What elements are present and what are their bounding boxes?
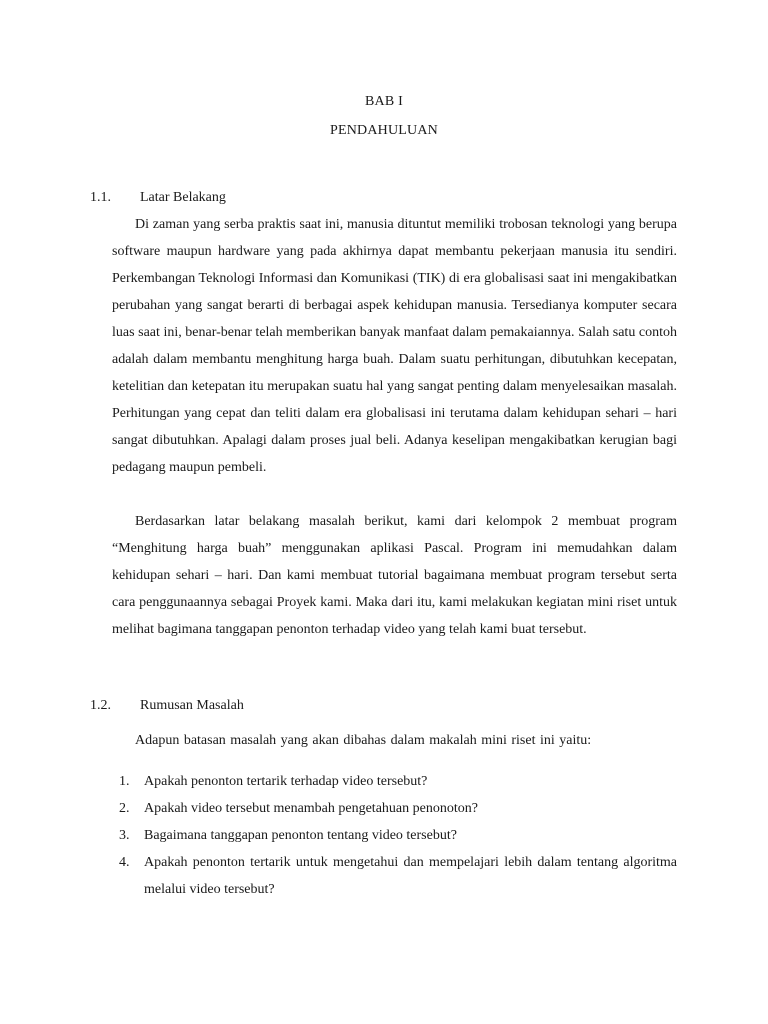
section-intro: Adapun batasan masalah yang akan dibahas dalam makalah mini riset ini yaitu:	[135, 733, 592, 748]
body-paragraph: Di zaman yang serba praktis saat ini, manusia dituntut memiliki trobosan teknologi yang berupa software maupun hardware yang pada akhirnya dapat membantu pekerjaan manusia itu sendiri. Perkembangan Teknologi Informasi dan Komunikasi (TIK) di era globalisasi saat ini mengakibatkan perubahan yang sangat berarti di berbagai aspek kehidupan manusia. Tersedianya komputer secara luas saat ini, benar-benar telah memberikan banyak manfaat dalam pemakaiannya. Salah satu contoh adalah dalam membantu menghitung harga buah. Dalam suatu perhitungan, dibutuhkan kecepatan, ketelitian dan ketepatan itu merupakan suatu hal yang sangat penting dalam menyelesaikan masalah. Perhitungan yang cepat dan teliti dalam era globalisasi ini terutama dalam kehidupan sehari – hari sangat dibutuhkan. Apalagi dalam proses jual beli. Adanya keselipan mengakibatkan kerugian bagi pedagang maupun pembeli.	[112, 217, 677, 475]
numbered-list	[112, 768, 677, 903]
list-item	[112, 849, 677, 903]
list-item	[112, 795, 677, 822]
list-item-text: Bagaimana tanggapan penonton tentang video tersebut?	[144, 828, 457, 843]
list-item-number: 2.	[119, 801, 130, 816]
list-item-text: Apakah video tersebut menambah pengetahuan penonoton?	[144, 801, 478, 816]
list-item-text: Apakah penonton tertarik untuk mengetahui dan mempelajari lebih dalam tentang algoritma melalui video tersebut?	[144, 855, 677, 897]
list-item-number: 4.	[119, 855, 130, 870]
section-number: 1.1.	[90, 190, 111, 205]
section-title: Latar Belakang	[140, 190, 226, 205]
chapter-title: PENDAHULUAN	[330, 123, 438, 138]
list-item-number: 1.	[119, 774, 130, 789]
list-item	[112, 768, 677, 795]
chapter-heading: BAB I	[365, 94, 403, 109]
list-item	[112, 822, 677, 849]
section-title: Rumusan Masalah	[140, 698, 244, 713]
list-item-text: Apakah penonton tertarik terhadap video tersebut?	[144, 774, 428, 789]
list-item-number: 3.	[119, 828, 130, 843]
section-number: 1.2.	[90, 698, 111, 713]
body-paragraph: Berdasarkan latar belakang masalah berikut, kami dari kelompok 2 membuat program “Menghitung harga buah” menggunakan aplikasi Pascal. Program ini memudahkan dalam kehidupan sehari – hari. Dan kami membuat tutorial bagaimana membuat program tersebut serta cara penggunaannya sebagai Proyek kami. Maka dari itu, kami melakukan kegiatan mini riset untuk melihat bagimana tanggapan penonton terhadap video yang telah kami buat tersebut.	[112, 514, 677, 637]
